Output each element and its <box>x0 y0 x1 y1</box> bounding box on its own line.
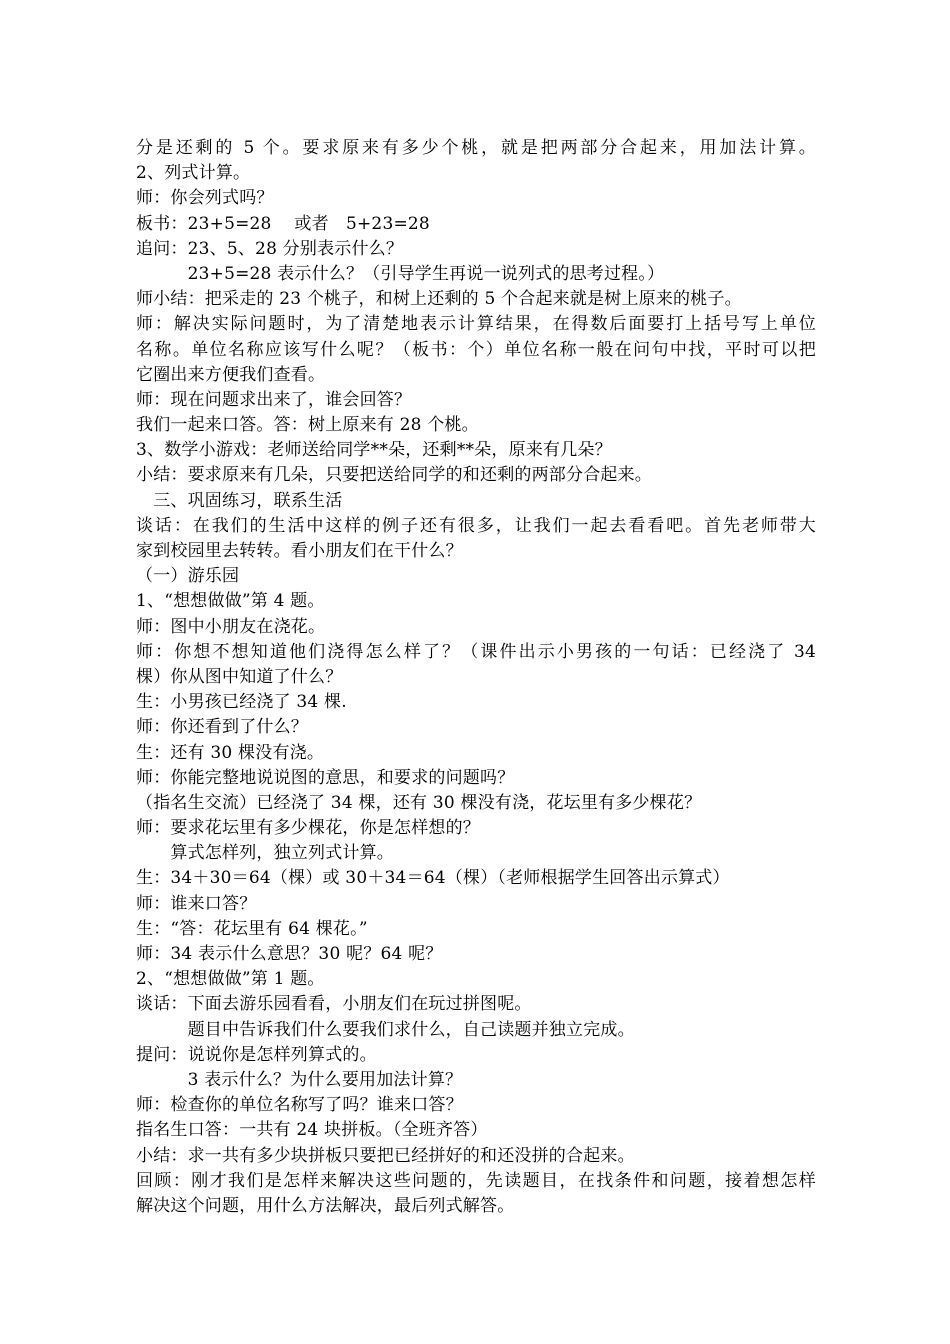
text-line: 谈话：下面去游乐园看看，小朋友们在玩过拼图呢。 <box>136 994 532 1015</box>
text-line: 师：你想不想知道他们浇得怎么样了？（课件出示小男孩的一句话：已经浇了 34 <box>136 641 816 662</box>
text-line: 解决这个问题，用什么方法解决，最后列式解答。 <box>136 1195 515 1216</box>
text-line: 题目中告诉我们什么要我们求什么，自己读题并独立完成。 <box>136 1019 635 1040</box>
text-line: 指名生口答：一共有 24 块拼板。（全班齐答） <box>136 1120 488 1141</box>
text-line: 2、“想想做做”第 1 题。 <box>136 969 325 990</box>
text-line: 算式怎样列，独立列式计算。 <box>136 843 394 864</box>
text-line: 小结：求一共有多少块拼板只要把已经拼好的和还没拼的合起来。 <box>136 1145 635 1166</box>
text-line: 师：解决实际问题时，为了清楚地表示计算结果，在得数后面要打上括号写上单位 <box>136 314 816 335</box>
text-line: 2、列式计算。 <box>136 163 251 184</box>
text-line: 师：你还看到了什么？ <box>136 717 308 738</box>
text-line: 生：34＋30＝64（棵）或 30＋34＝64（棵）（老师根据学生回答出示算式） <box>136 868 730 889</box>
text-line: 家到校园里去转转。看小朋友们在干什么？ <box>136 541 463 561</box>
section-heading: 三、巩固练习，联系生活 <box>136 490 343 511</box>
text-line: 提问：说说你是怎样列算式的。 <box>136 1044 377 1065</box>
text-line: 追问：23、5、28 分别表示什么？ <box>136 238 404 259</box>
text-line: 3 表示什么？为什么要用加法计算？ <box>136 1069 463 1090</box>
text-line: 板书：23+5=28 或者 5+23=28 <box>136 213 430 234</box>
text-line: 小结：要求原来有几朵，只要把送给同学的和还剩的两部分合起来。 <box>136 465 652 486</box>
text-line: 生：小男孩已经浇了 34 棵. <box>136 692 347 713</box>
text-line: 师：你会列式吗？ <box>136 188 274 209</box>
text-line: 我们一起来口答。答：树上原来有 28 个桃。 <box>136 415 479 436</box>
document-body <box>136 136 816 1219</box>
text-line: 分是还剩的 5 个。要求原来有多少个桃，就是把两部分合起来，用加法计算。 <box>136 138 816 158</box>
text-line: 师：34 表示什么意思？30 呢？64 呢？ <box>136 944 443 964</box>
text-line: 师：现在问题求出来了，谁会回答？ <box>136 389 412 410</box>
text-line: 23+5=28 表示什么？（引导学生再说一说列式的思考过程。） <box>136 263 665 284</box>
text-line: 1、“想想做做”第 4 题。 <box>136 591 325 612</box>
text-line: 3、数学小游戏：老师送给同学**朵，还剩**朵，原来有几朵？ <box>136 440 612 461</box>
text-line: 师小结：把采走的 23 个桃子，和树上还剩的 5 个合起来就是树上原来的桃子。 <box>136 289 742 310</box>
text-line: 生：“答：花坛里有 64 棵花。” <box>136 918 368 939</box>
text-line: 师：检查你的单位名称写了吗？谁来口答？ <box>136 1095 463 1116</box>
text-line: 师：要求花坛里有多少棵花，你是怎样想的？ <box>136 818 480 839</box>
text-line: 师：图中小朋友在浇花。 <box>136 616 326 637</box>
text-line: 棵）你从图中知道了什么？ <box>136 666 343 687</box>
text-line: 生：还有 30 棵没有浇。 <box>136 742 325 763</box>
text-line: 谈话：在我们的生活中这样的例子还有很多，让我们一起去看看吧。首先老师带大 <box>136 515 816 536</box>
text-line: 名称。单位名称应该写什么呢？（板书：个）单位名称一般在问句中找，平时可以把 <box>136 339 816 360</box>
text-line: 回顾：刚才我们是怎样来解决这些问题的，先读题目，在找条件和问题，接着想怎样 <box>136 1170 816 1191</box>
text-line: （指名生交流）已经浇了 34 棵，还有 30 棵没有浇，花坛里有多少棵花？ <box>136 792 702 813</box>
text-line: 师：你能完整地说说图的意思，和要求的问题吗？ <box>136 767 515 788</box>
subsection-heading: （一）游乐园 <box>136 566 240 587</box>
text-line: 师：谁来口答？ <box>136 893 257 914</box>
text-line: 它圈出来方便我们查看。 <box>136 364 326 385</box>
